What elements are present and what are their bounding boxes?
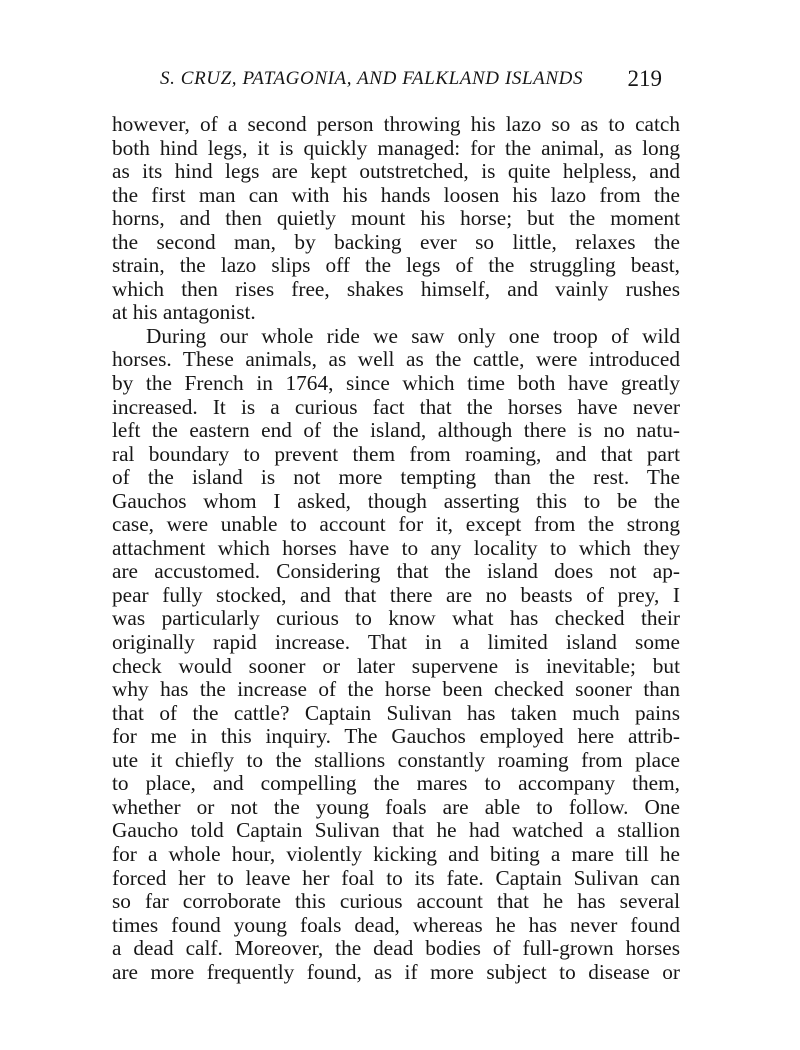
text-line: by the French in 1764, since which time both have greatly bbox=[112, 371, 680, 396]
text-line: strain, the lazo slips off the legs of the struggling beast, bbox=[112, 253, 680, 278]
paragraph-first-line: During our whole ride we saw only one troop of wild bbox=[146, 323, 680, 348]
text-line: both hind legs, it is quickly managed: for the animal, as long bbox=[112, 135, 680, 160]
text-line: for a whole hour, violently kicking and biting a mare till he bbox=[112, 841, 680, 866]
text-line: however, of a second person throwing his lazo so as to catch bbox=[112, 112, 680, 136]
text-line: left the eastern end of the island, although there is no natu- bbox=[112, 418, 680, 443]
text-line: originally rapid increase. That in a limited island some bbox=[112, 630, 680, 655]
text-line: so far corroborate this curious account that he has several bbox=[112, 889, 680, 914]
text-line: are accustomed. Considering that the island does not ap- bbox=[112, 559, 680, 584]
text-line: Gaucho told Captain Sulivan that he had watched a stallion bbox=[112, 818, 680, 843]
text-line: which then rises free, shakes himself, and vainly rushes bbox=[112, 276, 680, 301]
text-line: for me in this inquiry. The Gauchos employed here attrib- bbox=[112, 724, 680, 749]
text-line: attachment which horses have to any locality to which they bbox=[112, 535, 680, 560]
text-line: the second man, by backing ever so little, relaxes the bbox=[112, 229, 680, 254]
running-title: S. CRUZ, PATAGONIA, AND FALKLAND ISLANDS bbox=[160, 68, 584, 89]
body-text bbox=[112, 113, 680, 984]
text-line: horns, and then quietly mount his horse; but the moment bbox=[112, 206, 680, 231]
text-line: of the island is not more tempting than the rest. The bbox=[112, 465, 680, 490]
text-line: ral boundary to prevent them from roaming, and that part bbox=[112, 441, 680, 466]
text-line: increased. It is a curious fact that the horses have never bbox=[112, 394, 680, 419]
text-line: times found young foals dead, whereas he has never found bbox=[112, 912, 680, 937]
text-line: the first man can with his hands loosen his lazo from the bbox=[112, 182, 680, 207]
text-line: was particularly curious to know what has checked their bbox=[112, 606, 680, 631]
text-line: forced her to leave her foal to its fate. Captain Sulivan can bbox=[112, 865, 680, 890]
text-line: a dead calf. Moreover, the dead bodies of full-grown horses bbox=[112, 936, 680, 961]
page-number: 219 bbox=[627, 66, 662, 91]
text-line: pear fully stocked, and that there are no beasts of prey, I bbox=[112, 582, 680, 607]
text-line: Gauchos whom I asked, though asserting this to be the bbox=[112, 488, 680, 513]
text-line: check would sooner or later supervene is inevitable; but bbox=[112, 653, 680, 678]
text-line: at his antagonist. bbox=[112, 300, 256, 325]
text-line: are more frequently found, as if more subject to disease or bbox=[112, 959, 680, 984]
text-line: whether or not the young foals are able to follow. One bbox=[112, 794, 680, 819]
text-line: ute it chiefly to the stallions constantly roaming from place bbox=[112, 747, 680, 772]
text-line: to place, and compelling the mares to accompany them, bbox=[112, 771, 680, 796]
text-line: horses. These animals, as well as the cattle, were introduced bbox=[112, 347, 680, 372]
text-line: as its hind legs are kept outstretched, is quite helpless, and bbox=[112, 159, 680, 184]
running-head bbox=[160, 68, 662, 96]
text-line: that of the cattle? Captain Sulivan has taken much pains bbox=[112, 700, 680, 725]
text-line: case, were unable to account for it, except from the strong bbox=[112, 512, 680, 537]
text-line: why has the increase of the horse been checked sooner than bbox=[112, 677, 680, 702]
